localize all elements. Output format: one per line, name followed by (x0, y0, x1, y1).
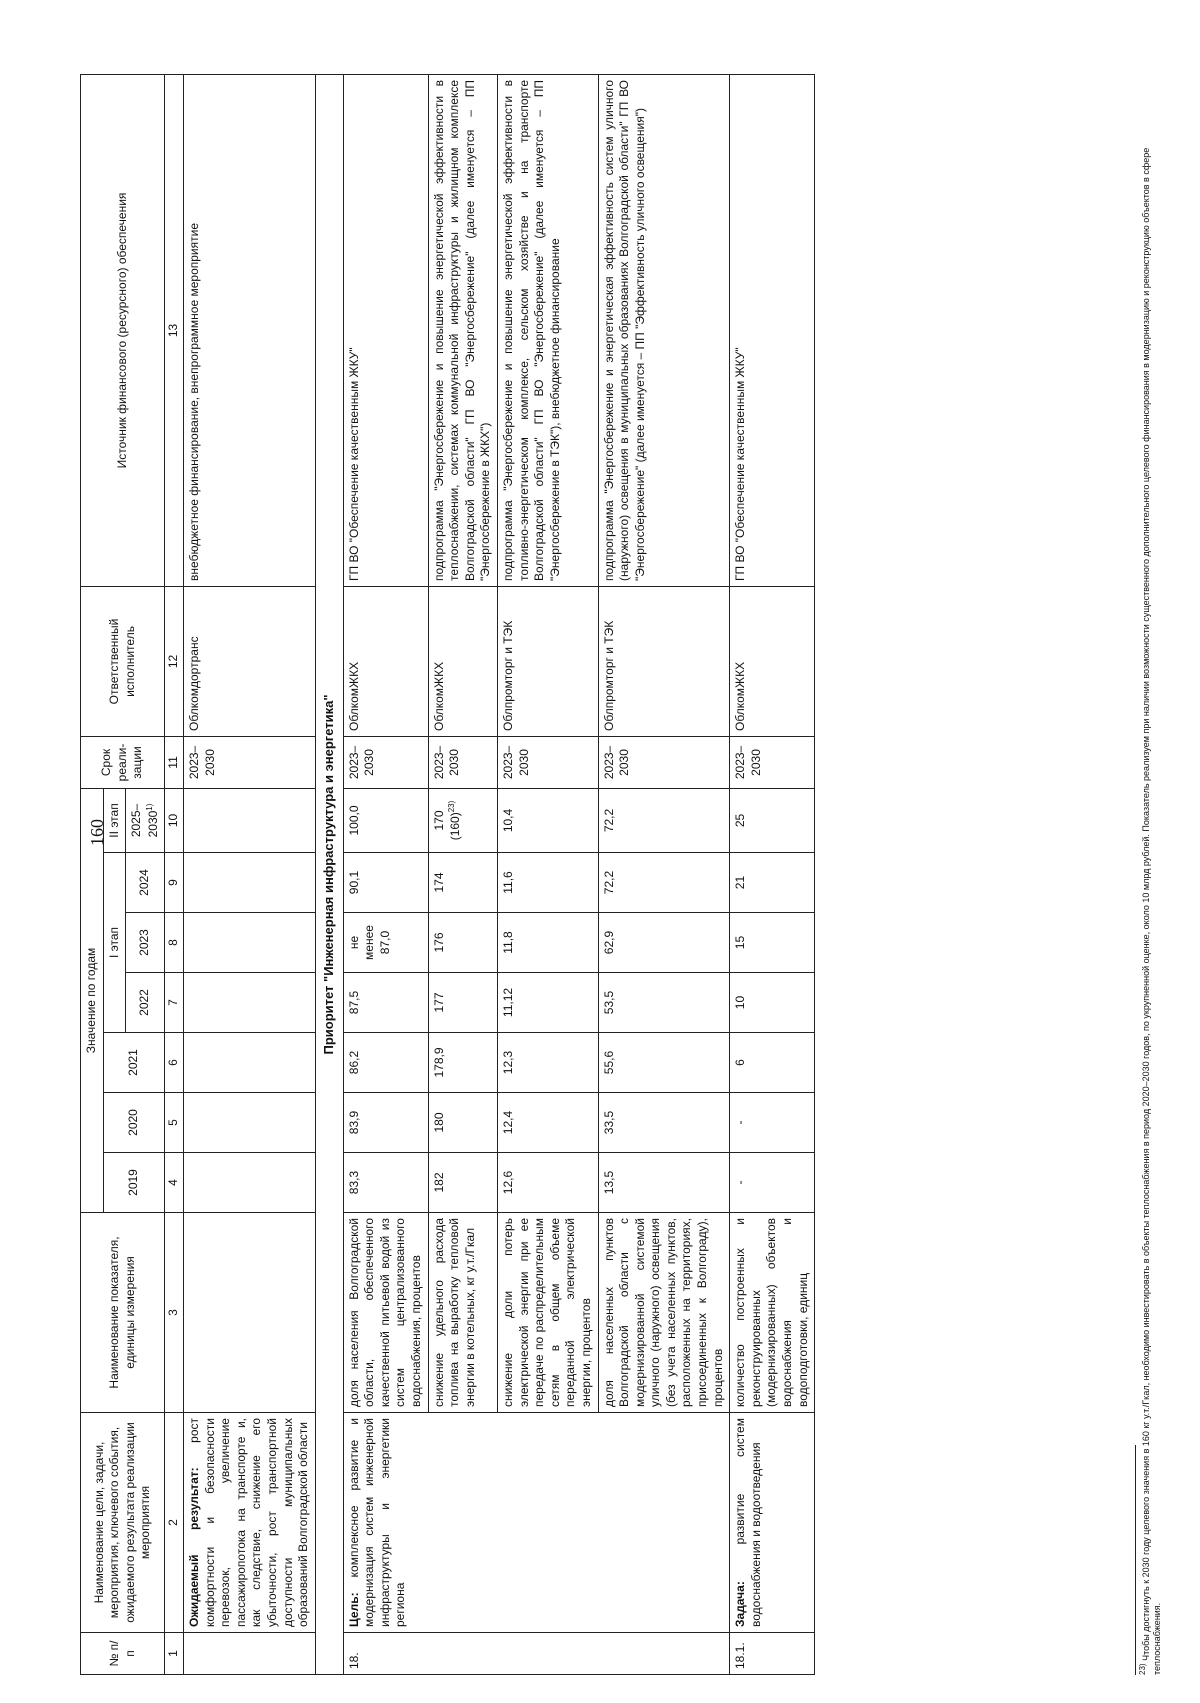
header-year-2022: 2022 (126, 973, 165, 1033)
col-number: 6 (165, 1033, 184, 1093)
col-number: 10 (165, 788, 184, 852)
expected-result-cell: Ожидаемый результат: рост комфортности и безопасности перевозок, увеличение пассажиропотока на транспорте и, как следствие, снижение его убыточности, рост транспортной доступности муниципальных образований Волгоградской области (183, 1413, 315, 1633)
value-2019: 83,3 (343, 1153, 428, 1213)
priority-heading: Приоритет "Инженерная инфраструктура и энергетика" (315, 74, 343, 1674)
col-number: 3 (165, 1213, 184, 1413)
value-2020: 83,9 (343, 1093, 428, 1153)
term-cell: 2023–2030 (343, 736, 428, 788)
source-cell: подпрограмма "Энергосбережение и энергетическая эффективность систем уличного (наружного) освещения в муниципальных образованиях Волгоградской области" ГП ВО "Энергосбережение" (далее именуется – ПП "Эффективность уличного освещения") (598, 74, 730, 586)
header-term: Срок реали-зации (81, 736, 165, 788)
term-cell: 2023–2030 (183, 736, 315, 788)
term-cell: 2023–2030 (730, 736, 815, 788)
col-number: 5 (165, 1093, 184, 1153)
header-name: Наименование цели, задачи, мероприятия, ключевого события, ожидаемого результата реализации мероприятия (81, 1413, 165, 1633)
header-year-2023: 2023 (126, 913, 165, 973)
header-stage-2: II этап (103, 788, 126, 852)
indicator-cell: количество построенных и реконструированных (модернизированных) объектов водоснабжения и водоподготовки, единиц (730, 1213, 815, 1413)
exec-cell: ОблкомЖКХ (343, 586, 428, 736)
header-exec: Ответственный исполнитель (81, 586, 165, 736)
col-number: 11 (165, 736, 184, 788)
value-2025-2030: 72,2 (598, 788, 730, 852)
value-2023: не менее 87,0 (343, 913, 428, 973)
source-cell: подпрограмма "Энергосбережение и повышение энергетической эффективности в топливно-энергетическом комплексе, сельском хозяйстве и на транспорте Волгоградской области" ГП ВО "Энергосбережение" (далее именуется – ПП "Энергосбережение в ТЭК"), внебюджетное финансирование (497, 74, 598, 586)
value-2021: 6 (730, 1033, 815, 1093)
header-year-2020: 2020 (103, 1093, 165, 1153)
source-cell: подпрограмма "Энергосбережение и повышение энергетической эффективности в теплоснабжении, системах коммунальной инфраструктуры и жилищном комплексе Волгоградской области" ГП ВО "Энергосбережение" (далее именуется – ПП "Энергосбережение в ЖКХ") (428, 74, 497, 586)
value-2019: - (730, 1153, 815, 1213)
value-2023: 15 (730, 913, 815, 973)
value-2024: 21 (730, 853, 815, 913)
value-2019: 12,6 (497, 1153, 598, 1213)
value-2020: - (730, 1093, 815, 1153)
value-2025-2030: 10,4 (497, 788, 598, 852)
table-row-18-a (343, 74, 428, 1674)
col-number: 9 (165, 853, 184, 913)
table-row-18-1 (730, 74, 815, 1674)
value-2022: 10 (730, 973, 815, 1033)
indicator-cell: доля населенных пунктов Волгоградской области с модернизированной системой уличного (наружного) освещения (без учета населенных пунктов, расположенных на территориях, присоединенных к Волгограду), процентов (598, 1213, 730, 1413)
value-2023: 176 (428, 913, 497, 973)
exec-cell: Облпромторг и ТЭК (598, 586, 730, 736)
row-number: 18. (343, 1633, 730, 1675)
value-2025-2030: 170 $(160)^{23)}$ (428, 788, 497, 852)
header-year-2019: 2019 (103, 1153, 165, 1213)
task-cell: Задача: развитие систем водоснабжения и водоотведения (730, 1413, 815, 1633)
footnote (1135, 75, 1164, 1675)
source-cell: ГП ВО "Обеспечение качественным ЖКУ" (343, 74, 428, 586)
value-2019: 13,5 (598, 1153, 730, 1213)
value-2020: 12,4 (497, 1093, 598, 1153)
indicator-cell: доля населения Волгоградской области, обеспеченного качественной питьевой водой из систем централизованного водоснабжения, процентов (343, 1213, 428, 1413)
col-number: 13 (165, 74, 184, 586)
priority-row (315, 74, 343, 1674)
value-2024: 174 (428, 853, 497, 913)
value-2020: 180 (428, 1093, 497, 1153)
value-2021: 12,3 (497, 1033, 598, 1093)
term-cell: 2023–2030 (598, 736, 730, 788)
value-2020: 33,5 (598, 1093, 730, 1153)
value-2021: 86,2 (343, 1033, 428, 1093)
indicators-table (80, 74, 815, 1675)
col-number: 12 (165, 586, 184, 736)
col-number: 7 (165, 973, 184, 1033)
value-2023: 62,9 (598, 913, 730, 973)
value-2025-2030: 100,0 (343, 788, 428, 852)
indicator-cell: снижение удельного расхода топлива на выработку тепловой энергии в котельных, кг у.т./Гкал (428, 1213, 497, 1413)
value-2024: 11,6 (497, 853, 598, 913)
exec-cell: ОблкомЖКХ (730, 586, 815, 736)
column-numbers-row (165, 74, 184, 1674)
goal-cell: Цель: комплексное развитие и модернизация систем инженерной инфраструктуры и энергетики региона (343, 1413, 730, 1633)
value-2021: 178,9 (428, 1033, 497, 1093)
footnote-mark: 23) (1138, 1663, 1147, 1675)
footnote-rule (1135, 1445, 1136, 1675)
exec-cell: ОблкомЖКХ (428, 586, 497, 736)
exec-cell: Облпромторг и ТЭК (497, 586, 598, 736)
row-number: 18.1. (730, 1633, 815, 1675)
table-row-expected-result (183, 74, 315, 1674)
col-number: 1 (165, 1633, 184, 1675)
value-2025-2030: 25 (730, 788, 815, 852)
header-values: Значение по годам (81, 788, 104, 1212)
value-2022: 177 (428, 973, 497, 1033)
value-2022: 53,5 (598, 973, 730, 1033)
value-2023: 11,8 (497, 913, 598, 973)
col-number: 2 (165, 1413, 184, 1633)
header-source: Источник финансового (ресурсного) обеспечения (81, 74, 165, 586)
footnote-text: Чтобы достигнуть к 2030 году целевого значения в 160 кг у.т./Гкал, необходимо инвестировать в объекты теплоснабжения в период 2020–2030 годов, по укрупненной оценке, около 10 млрд рублей. Показатель реализуем при наличии возможности существенного дополнительного целевого финансирования в модернизацию и реконструкцию объектов в сфере теплоснабжения. (1141, 147, 1163, 1675)
rotated-page-content (80, 25, 1200, 1675)
header-stage-1: I этап (103, 853, 126, 1033)
exec-cell: Облкомдортранс (183, 586, 315, 736)
col-number: 4 (165, 1153, 184, 1213)
page-number: 160 (87, 819, 107, 846)
source-cell: ГП ВО "Обеспечение качественным ЖКУ" (730, 74, 815, 586)
header-indicator: Наименование показателя, единицы измерения (81, 1213, 165, 1413)
value-2021: 55,6 (598, 1033, 730, 1093)
table-header (81, 74, 184, 1674)
term-cell: 2023–2030 (497, 736, 598, 788)
header-num: № п/п (81, 1633, 165, 1675)
term-cell: 2023–2030 (428, 736, 497, 788)
col-number: 8 (165, 913, 184, 973)
value-2022: 87,5 (343, 973, 428, 1033)
value-2022: 11,12 (497, 973, 598, 1033)
source-cell: внебюджетное финансирование, внепрограммное мероприятие (183, 74, 315, 586)
header-year-2025-2030: 2025–2030$^{1)}$ (126, 788, 165, 852)
value-2024: 72,2 (598, 853, 730, 913)
indicator-cell: снижение доли потерь электрической энергии при ее передаче по распределительным сетям в общем объеме переданной электрической энергии, процентов (497, 1213, 598, 1413)
header-year-2021: 2021 (103, 1033, 165, 1093)
value-2024: 90,1 (343, 853, 428, 913)
header-year-2024: 2024 (126, 853, 165, 913)
value-2019: 182 (428, 1153, 497, 1213)
